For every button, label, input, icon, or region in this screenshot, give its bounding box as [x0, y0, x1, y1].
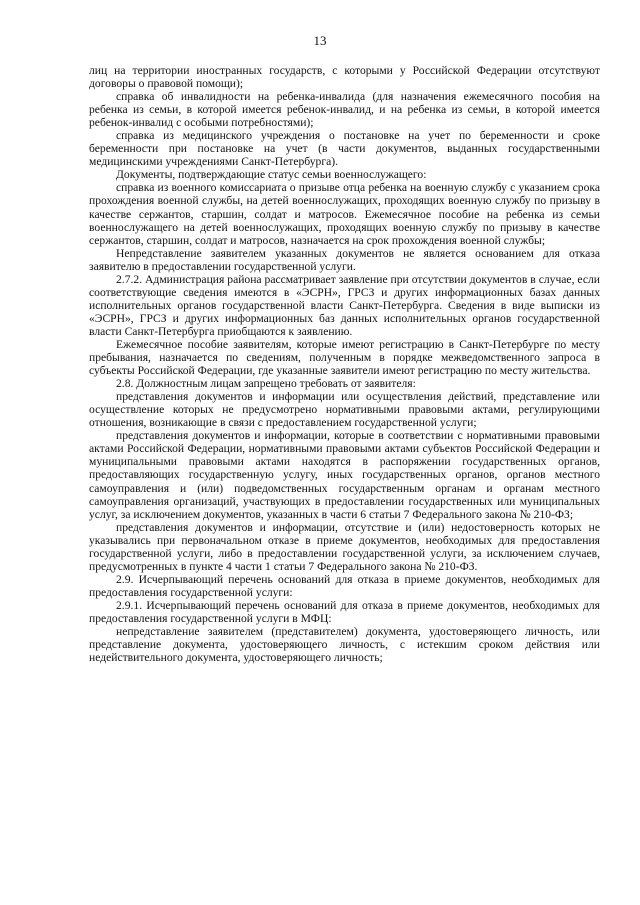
paragraph-2-7-2: 2.7.2. Администрация района рассматривает заявление при отсутствии документов в случае, если соответствующие сведения имеются в «ЭСРН», ГРСЗ и других информационных базах данных исполнительных органов государственной власти Санкт-Петербурга. Сведения в виде выписки из «ЭСРН», ГРСЗ и других информационных баз данных исполнительных органов государственной власти Санкт-Петербурга приобщаются к заявлению. [89, 272, 600, 338]
document-body [89, 64, 600, 664]
paragraph-identity-document: непредставление заявителем (представителем) документа, удостоверяющего личность, или представление документа, удостоверяющего личность, с истекшим сроком действия или недействительного документа, удостоверяющего личность; [89, 625, 600, 665]
paragraph-military-commissariat: справка из военного комиссариата о призыве отца ребенка на военную службу с указанием срока прохождения военной службы, на детей военнослужащих, проходящих военную службу по призыву в качестве сержантов, старшин, солдат и матросов. Ежемесячное пособие на ребенка из семьи военнослужащего на детей военнослужащих, проходящих военную службу по призыву в качестве сержантов, старшин, солдат и матросов, назначается на срок прохождения военной службы; [89, 181, 600, 247]
paragraph-non-submission: Непредставление заявителем указанных документов не является основанием для отказа заявителю в предоставлении государственной услуги. [89, 246, 600, 273]
paragraph-pregnancy-certificate: справка из медицинского учреждения о постановке на учет по беременности и сроке беременности при постановке на учет (в части документов, выданных государственными медицинскими учреждениями Санкт-Петербурга). [89, 129, 600, 169]
paragraph-continuation: лиц на территории иностранных государств, с которыми у Российской Федерации отсутствуют договоры о правовой помощи); [89, 64, 600, 91]
paragraph-military-status-heading: Документы, подтверждающие статус семьи военнослужащего: [116, 168, 427, 182]
paragraph-prohibition-2: представления документов и информации, которые в соответствии с нормативными правовыми актами Российской Федерации, нормативными правовыми актами субъектов Российской Федерации и муниципальными правовыми актами находятся в распоряжении государственных органов, предоставляющих государственную услугу, иных государственных органов, органов местного самоуправления и (или) подведомственных государственным органам и органам местного самоуправления организаций, участвующих в предоставлении государственных или муниципальных услуг, за исключением документов, указанных в части 6 статьи 7 Федерального закона № 210-ФЗ; [89, 429, 600, 521]
paragraph-prohibition-3: представления документов и информации, отсутствие и (или) недостоверность которых не указывались при первоначальном отказе в приеме документов, необходимых для предоставления государственной услуги, либо в предоставлении государственной услуги, за исключением случаев, предусмотренных в пункте 4 части 1 статьи 7 Федерального закона № 210-ФЗ. [89, 520, 600, 573]
paragraph-prohibition-1: представления документов и информации или осуществления действий, представление или осуществление которых не предусмотрено нормативными правовыми актами, регулирующими отношения, возникающие в связи с предоставлением государственной услуги; [89, 390, 600, 430]
paragraph-2-8: 2.8. Должностным лицам запрещено требовать от заявителя: [116, 377, 416, 391]
paragraph-disability-certificate: справка об инвалидности на ребенка-инвалида (для назначения ежемесячного пособия на ребенка из семьи, в которой имеется ребенок-инвалид, и на ребенка из семьи, в которой имеется ребенок-инвалид с особыми потребностями); [89, 90, 600, 130]
page-number: 13 [313, 33, 327, 48]
paragraph-2-9: 2.9. Исчерпывающий перечень оснований для отказа в приеме документов, необходимых для предоставления государственной услуги: [89, 572, 600, 599]
paragraph-monthly-benefit: Ежемесячное пособие заявителям, которые имеют регистрацию в Санкт-Петербурге по месту пребывания, назначается по сведениям, полученным в порядке межведомственного запроса в субъекты Российской Федерации, где указанные заявители имеют регистрацию по месту жительства. [89, 337, 600, 378]
paragraph-2-9-1: 2.9.1. Исчерпывающий перечень оснований для отказа в приеме документов, необходимых для предоставления государственной услуги в МФЦ: [89, 598, 600, 625]
